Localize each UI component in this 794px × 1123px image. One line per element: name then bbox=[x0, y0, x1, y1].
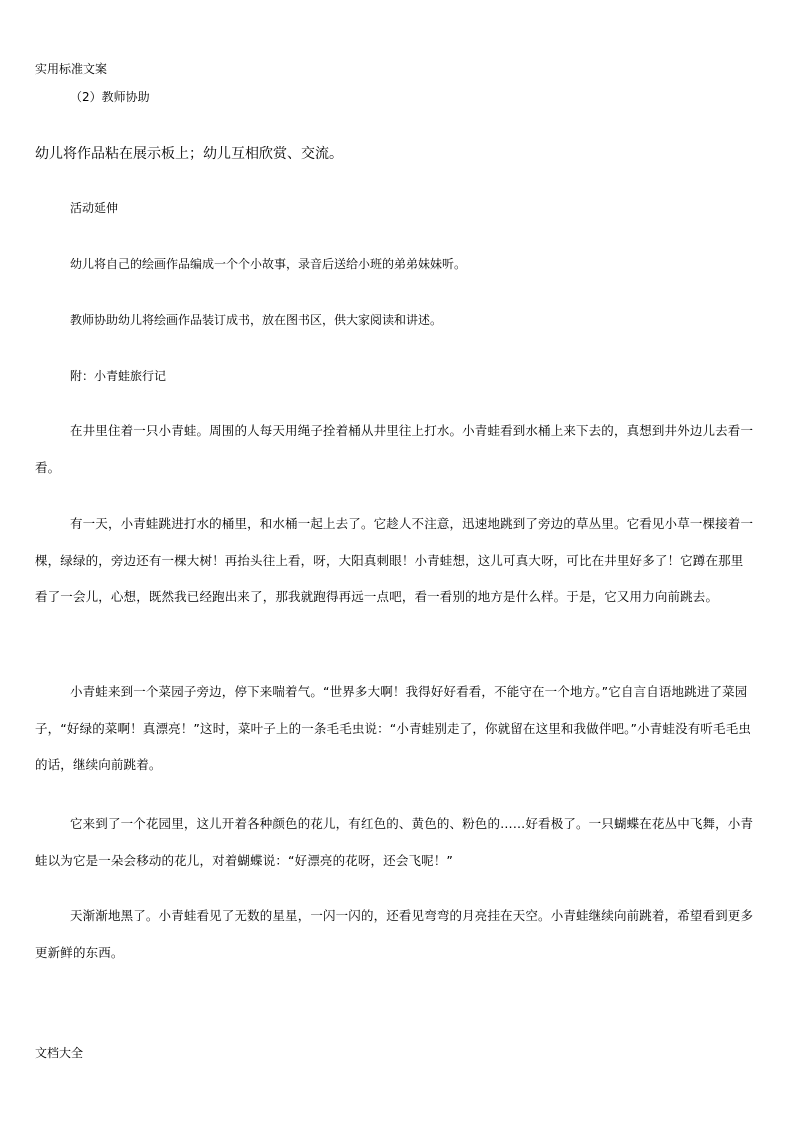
extension-item: 幼儿将自己的绘画作品编成一个个小故事，录音后送给小班的弟弟妹妹听。 bbox=[70, 257, 467, 271]
page-footer: 文档大全 bbox=[35, 1046, 84, 1060]
subheading-teacher-assist: （2）教师协助 bbox=[70, 90, 150, 104]
page-header: 实用标准文案 bbox=[35, 62, 108, 76]
extension-item: 教师协助幼儿将绘画作品装订成书，放在图书区，供大家阅读和讲述。 bbox=[70, 313, 443, 327]
story-paragraph: 天渐渐地黑了。小青蛙看见了无数的星星，一闪一闪的，还看见弯弯的月亮挂在天空。小青蛙继续向前跳着，希望看到更多更新鲜的东西。 bbox=[35, 908, 754, 960]
story-paragraph: 有一天，小青蛙跳进打水的桶里，和水桶一起上去了。它趁人不注意，迅速地跳到了旁边的草丛里。它看见小草一棵接着一棵，绿绿的，旁边还有一棵大树！再抬头往上看，呀，大阳真刺眼！小青蛙想，这儿可真大呀，可比在井里好多了！它蹲在那里看了一会儿，心想，既然我已经跑出来了，那我就跑得再远一点吧，看一看别的地方是什么样。于是，它又用力向前跳去。 bbox=[35, 516, 754, 604]
activity-summary: 幼儿将作品粘在展示板上；幼儿互相欣赏、交流。 bbox=[35, 146, 343, 162]
story-paragraph: 小青蛙来到一个菜园子旁边，停下来喘着气。“世界多大啊！我得好好看看，不能守在一个地方。”它自言自语地跳进了菜园子，“好绿的菜啊！真漂亮！”这时，菜叶子上的一条毛毛虫说：“小青蛙别走了，你就留在这里和我做伴吧。”小青蛙没有听毛毛虫的话，继续向前跳着。 bbox=[35, 684, 752, 772]
appendix-title: 附：小青蛙旅行记 bbox=[70, 369, 167, 383]
story-paragraph: 它来到了一个花园里，这儿开着各种颜色的花儿，有红色的、黄色的、粉色的……好看极了。一只蝴蝶在花丛中飞舞，小青蛙以为它是一朵会移动的花儿，对着蝴蝶说：“好漂亮的花呀，还会飞呢！” bbox=[35, 816, 754, 868]
story-paragraph: 在井里住着一只小青蛙。周围的人每天用绳子拴着桶从井里往上打水。小青蛙看到水桶上来下去的，真想到井外边儿去看一看。 bbox=[35, 423, 754, 475]
extension-heading: 活动延伸 bbox=[70, 201, 119, 215]
